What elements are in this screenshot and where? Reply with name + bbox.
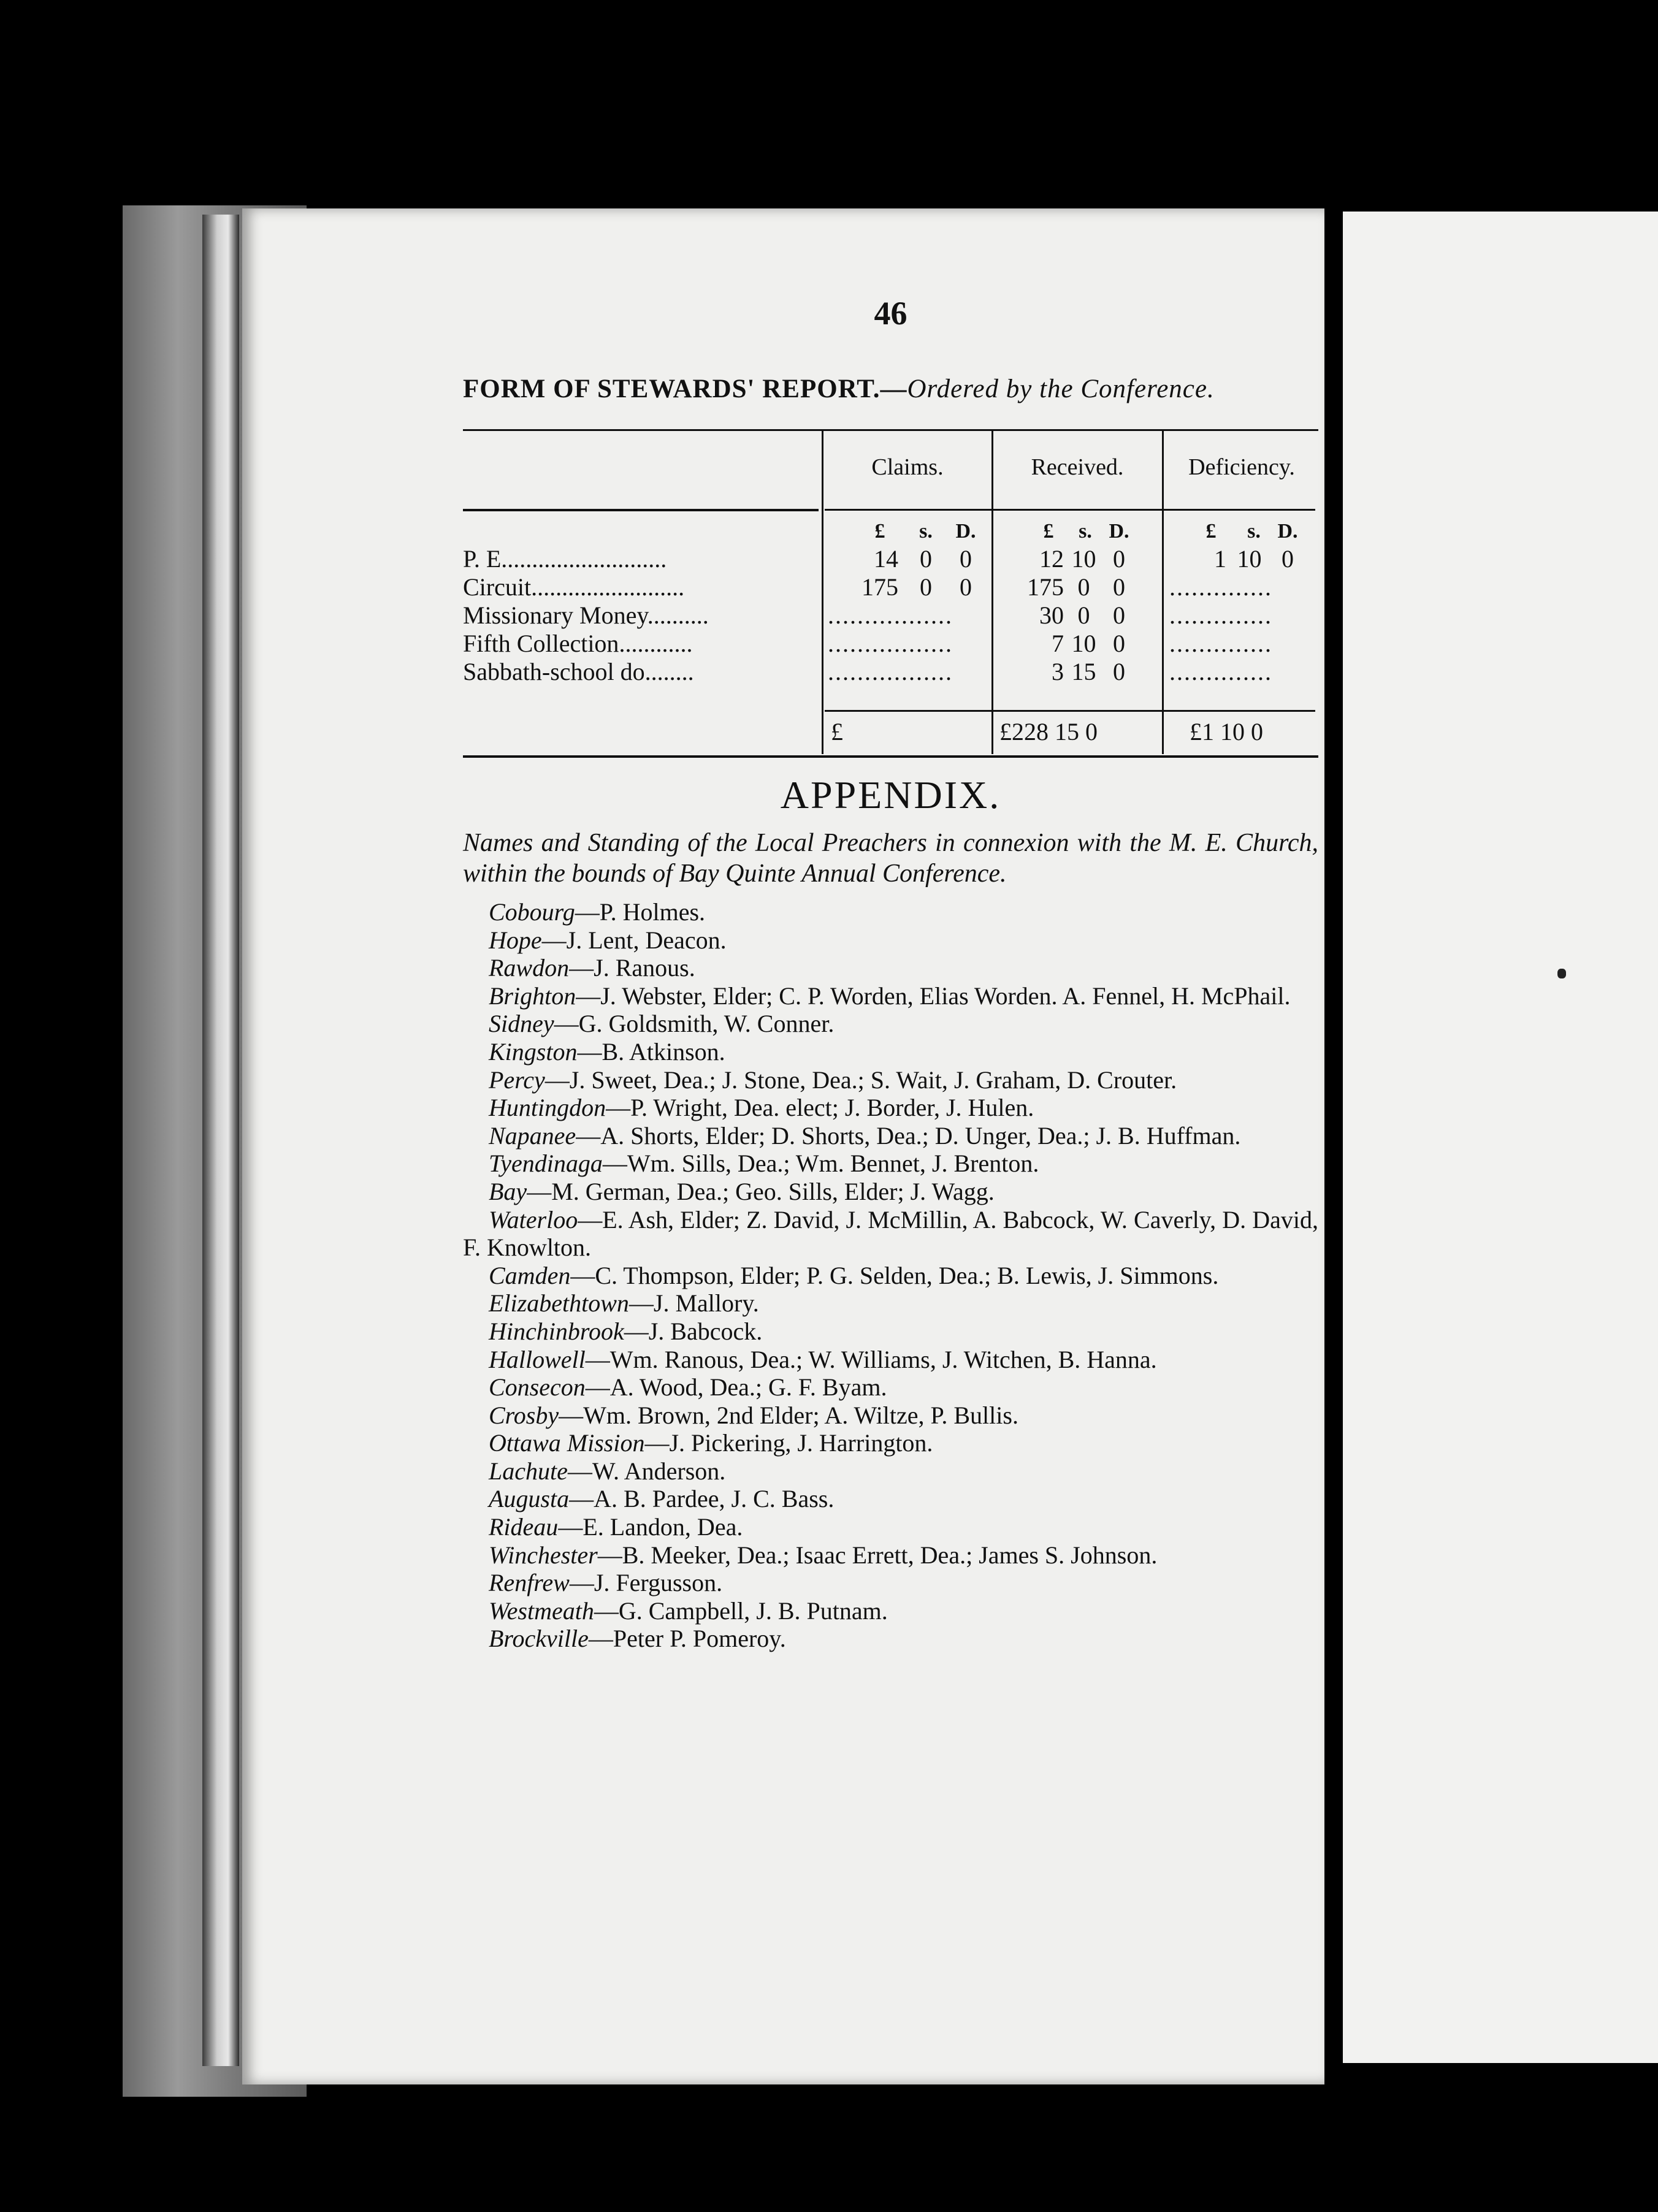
preacher-names: G. Campbell, J. B. Putnam. (618, 1596, 888, 1625)
leader-dots: .......... (647, 601, 709, 629)
row-label-missionary (463, 601, 709, 630)
preacher-entry: Ottawa Mission—J. Pickering, J. Harrington. (489, 1429, 933, 1457)
preacher-names: M. German, Dea.; Geo. Sills, Elder; J. Wagg. (551, 1177, 995, 1205)
column-header-received: Received. (1031, 454, 1124, 480)
column-rule (822, 429, 823, 754)
preacher-names: J. Sweet, Dea.; J. Stone, Dea.; S. Wait, J. Graham, D. Crouter. (569, 1066, 1177, 1094)
preacher-names: A. Shorts, Elder; D. Shorts, Dea.; D. Unger, Dea.; J. B. Huffman. (600, 1121, 1241, 1150)
preacher-names: E. Ash, Elder; Z. David, J. McMillin, A. Babcock, W. Caverly, D. David, F. Knowlton. (463, 1205, 1318, 1262)
preacher-entry: Percy—J. Sweet, Dea.; J. Stone, Dea.; S. Wait, J. Graham, D. Crouter. (489, 1066, 1177, 1094)
received-shillings: 0 (1077, 601, 1090, 629)
circuit-name: Kingston (489, 1037, 578, 1066)
row-label-text: Circuit (463, 573, 532, 601)
total-deficiency: £1 10 0 (1190, 718, 1263, 746)
local-preachers-list (463, 898, 1318, 1653)
claims-pence: 0 (960, 573, 972, 601)
preacher-entry: Augusta—A. B. Pardee, J. C. Bass. (489, 1485, 835, 1513)
preacher-entry: Camden—C. Thompson, Elder; P. G. Selden, Dea.; B. Lewis, J. Simmons. (489, 1261, 1219, 1289)
circuit-name: Westmeath (489, 1596, 594, 1625)
preacher-names: Peter P. Pomeroy. (613, 1625, 786, 1653)
row-label-fifth-collection (463, 629, 692, 658)
preacher-names: A. B. Pardee, J. C. Bass. (594, 1485, 835, 1513)
row-label-text: Sabbath-school do (463, 658, 645, 685)
deficiency-shillings: 10 (1237, 545, 1262, 573)
received-pence: 0 (1113, 545, 1125, 573)
preacher-entry: Westmeath—G. Campbell, J. B. Putnam. (489, 1596, 888, 1625)
unit-shillings: s. (919, 520, 933, 543)
row-label-sabbath-school (463, 657, 694, 686)
report-title-main: FORM OF STEWARDS' REPORT.— (463, 375, 907, 403)
unit-shillings: s. (1247, 520, 1261, 543)
circuit-name: Tyendinaga (489, 1150, 603, 1178)
row-label-text: P. E. (463, 545, 508, 573)
circuit-name: Elizabethtown (489, 1289, 629, 1318)
circuit-name: Hallowell (489, 1345, 586, 1373)
received-pounds: 7 (1052, 630, 1064, 657)
preacher-entry: Rawdon—J. Ranous. (489, 954, 695, 982)
unit-pence: D. (955, 520, 976, 543)
page-number: 46 (874, 295, 907, 332)
circuit-name: Renfrew (489, 1569, 570, 1597)
appendix-title: APPENDIX. (780, 773, 1001, 817)
leader-dots: ............ (619, 630, 693, 657)
preacher-entry: Sidney—G. Goldsmith, W. Conner. (489, 1010, 835, 1038)
preacher-entry: Huntingdon—P. Wright, Dea. elect; J. Border, J. Hulen. (489, 1094, 1034, 1122)
received-pounds: 12 (1039, 545, 1064, 573)
header-rule (463, 509, 819, 511)
received-shillings: 10 (1071, 630, 1096, 657)
preacher-entry: Tyendinaga—Wm. Sills, Dea.; Wm. Bennet, J. Brenton. (489, 1150, 1039, 1178)
preacher-entry: Bay—M. German, Dea.; Geo. Sills, Elder; J. Wagg. (489, 1177, 995, 1205)
preacher-entry: Brockville—Peter P. Pomeroy. (489, 1625, 786, 1653)
preacher-entry: Lachute—W. Anderson. (489, 1457, 726, 1485)
received-pounds: 30 (1039, 601, 1064, 629)
page-gutter (1324, 208, 1343, 2084)
preacher-entry: Crosby—Wm. Brown, 2nd Elder; A. Wiltze, P. Bullis. (489, 1401, 1018, 1429)
row-label-text: Missionary Money (463, 601, 648, 629)
circuit-name: Napanee (489, 1121, 576, 1150)
deficiency-pounds: 1 (1214, 545, 1226, 573)
preacher-names: B. Meeker, Dea.; Isaac Errett, Dea.; James S. Johnson. (622, 1541, 1158, 1569)
preacher-names: E. Landon, Dea. (583, 1513, 743, 1541)
circuit-name: Sidney (489, 1010, 554, 1038)
preacher-names: J. Pickering, J. Harrington. (669, 1429, 933, 1457)
circuit-name: Brighton (489, 982, 576, 1010)
total-rule (825, 710, 1315, 712)
row-label-pe (463, 544, 667, 573)
preacher-names: J. Webster, Elder; C. P. Worden, Elias Worden. A. Fennel, H. McPhail. (600, 982, 1291, 1010)
preacher-names: J. Mallory. (653, 1289, 759, 1318)
page-edges (202, 215, 239, 2066)
preacher-entry: Winchester—B. Meeker, Dea.; Isaac Errett, Dea.; James S. Johnson. (489, 1541, 1158, 1569)
empty-deficiency-dots: .............. (1169, 573, 1272, 601)
circuit-name: Augusta (489, 1485, 570, 1513)
total-claims: £ (831, 718, 843, 746)
circuit-name: Camden (489, 1261, 571, 1289)
column-rule (1162, 429, 1164, 754)
preacher-entry: Brighton—J. Webster, Elder; C. P. Worden, Elias Worden. A. Fennel, H. McPhail. (489, 982, 1291, 1010)
circuit-name: Rideau (489, 1513, 559, 1541)
circuit-name: Ottawa Mission (489, 1429, 645, 1457)
header-rule (825, 509, 1315, 511)
circuit-name: Cobourg (489, 898, 575, 926)
unit-shillings: s. (1079, 520, 1092, 543)
appendix-intro: Names and Standing of the Local Preachers in connexion with the M. E. Church, within the bounds of Bay Quinte Annual Conference. (463, 829, 1318, 888)
received-shillings: 10 (1071, 545, 1096, 573)
preacher-entry: Hallowell—Wm. Ranous, Dea.; W. Williams, J. Witchen, B. Hanna. (489, 1345, 1157, 1373)
preacher-names: Wm. Ranous, Dea.; W. Williams, J. Witchen, B. Hanna. (609, 1345, 1157, 1373)
row-label-circuit (463, 573, 684, 601)
preacher-names: P. Holmes. (599, 898, 706, 926)
claims-pounds: 175 (861, 573, 898, 601)
received-pence: 0 (1113, 601, 1125, 629)
unit-pound: £ (874, 520, 885, 543)
preacher-names: Wm. Sills, Dea.; Wm. Bennet, J. Brenton. (627, 1150, 1039, 1178)
preacher-names: A. Wood, Dea.; G. F. Byam. (609, 1373, 887, 1402)
claims-shillings: 0 (920, 573, 932, 601)
preacher-entry: Renfrew—J. Fergusson. (489, 1569, 723, 1597)
preacher-entry: Hinchinbrook—J. Babcock. (489, 1317, 763, 1345)
row-label-text: Fifth Collection (463, 630, 619, 657)
column-header-deficiency: Deficiency. (1188, 454, 1295, 480)
preacher-entry: Cobourg—P. Holmes. (489, 898, 706, 926)
total-received: £228 15 0 (999, 718, 1098, 746)
circuit-name: Rawdon (489, 954, 570, 982)
circuit-name: Brockville (489, 1625, 589, 1653)
received-pence: 0 (1113, 630, 1125, 657)
preacher-names: J. Ranous. (594, 954, 695, 982)
report-title-italic: Ordered by the Conference. (907, 375, 1215, 403)
ink-speck (1557, 969, 1566, 978)
claims-pounds: 14 (874, 545, 898, 573)
empty-deficiency-dots: .............. (1169, 630, 1272, 657)
preacher-entry: Waterloo—E. Ash, Elder; Z. David, J. McMillin, A. Babcock, W. Caverly, D. David, F. Knowlton. (463, 1205, 1318, 1262)
circuit-name: Hinchinbrook (489, 1317, 624, 1345)
preacher-entry: Rideau—E. Landon, Dea. (489, 1513, 743, 1541)
claims-shillings: 0 (920, 545, 932, 573)
preacher-names: P. Wright, Dea. elect; J. Border, J. Hulen. (630, 1094, 1034, 1122)
received-pence: 0 (1113, 573, 1125, 601)
leader-dots: ......................... (531, 573, 685, 601)
empty-deficiency-dots: .............. (1169, 658, 1272, 685)
preacher-names: J. Fergusson. (594, 1569, 723, 1597)
preacher-names: C. Thompson, Elder; P. G. Selden, Dea.; B. Lewis, J. Simmons. (595, 1261, 1219, 1289)
empty-claims-dots: ................. (828, 601, 953, 629)
preacher-names: B. Atkinson. (602, 1037, 725, 1066)
circuit-name: Percy (489, 1066, 545, 1094)
preacher-names: J. Babcock. (648, 1317, 763, 1345)
column-rule (991, 429, 993, 754)
received-pounds: 3 (1052, 658, 1064, 685)
report-title (463, 374, 1215, 404)
circuit-name: Consecon (489, 1373, 586, 1402)
circuit-name: Winchester (489, 1541, 598, 1569)
preacher-names: G. Goldsmith, W. Conner. (578, 1010, 835, 1038)
empty-claims-dots: ................. (828, 630, 953, 657)
claims-pence: 0 (960, 545, 972, 573)
preacher-entry: Elizabethtown—J. Mallory. (489, 1289, 759, 1318)
facing-page (1343, 212, 1658, 2063)
unit-pound: £ (1043, 520, 1054, 543)
circuit-name: Bay (489, 1177, 527, 1205)
preacher-entry: Consecon—A. Wood, Dea.; G. F. Byam. (489, 1373, 887, 1402)
received-shillings: 15 (1071, 658, 1096, 685)
preacher-entry: Hope—J. Lent, Deacon. (489, 926, 727, 954)
unit-pound: £ (1205, 520, 1217, 543)
empty-deficiency-dots: .............. (1169, 601, 1272, 629)
unit-pence: D. (1109, 520, 1129, 543)
received-pence: 0 (1113, 658, 1125, 685)
received-pounds: 175 (1027, 573, 1064, 601)
deficiency-pence: 0 (1282, 545, 1294, 573)
circuit-name: Crosby (489, 1401, 559, 1429)
circuit-name: Hope (489, 926, 542, 954)
circuit-name: Huntingdon (489, 1094, 606, 1122)
preacher-names: J. Lent, Deacon. (566, 926, 727, 954)
table-bottom-rule (463, 755, 1318, 758)
preacher-entry: Kingston—B. Atkinson. (489, 1037, 725, 1066)
preacher-entry: Napanee—A. Shorts, Elder; D. Shorts, Dea.; D. Unger, Dea.; J. B. Huffman. (489, 1121, 1241, 1150)
leader-dots: .......................... (507, 545, 667, 573)
unit-pence: D. (1277, 520, 1298, 543)
preacher-names: Wm. Brown, 2nd Elder; A. Wiltze, P. Bullis. (583, 1401, 1018, 1429)
column-header-claims: Claims. (871, 454, 944, 480)
circuit-name: Waterloo (489, 1205, 578, 1234)
received-shillings: 0 (1077, 573, 1090, 601)
empty-claims-dots: ................. (828, 658, 953, 685)
preacher-names: W. Anderson. (592, 1457, 726, 1485)
circuit-name: Lachute (489, 1457, 568, 1485)
table-top-rule (463, 429, 1318, 431)
leader-dots: ........ (644, 658, 694, 685)
